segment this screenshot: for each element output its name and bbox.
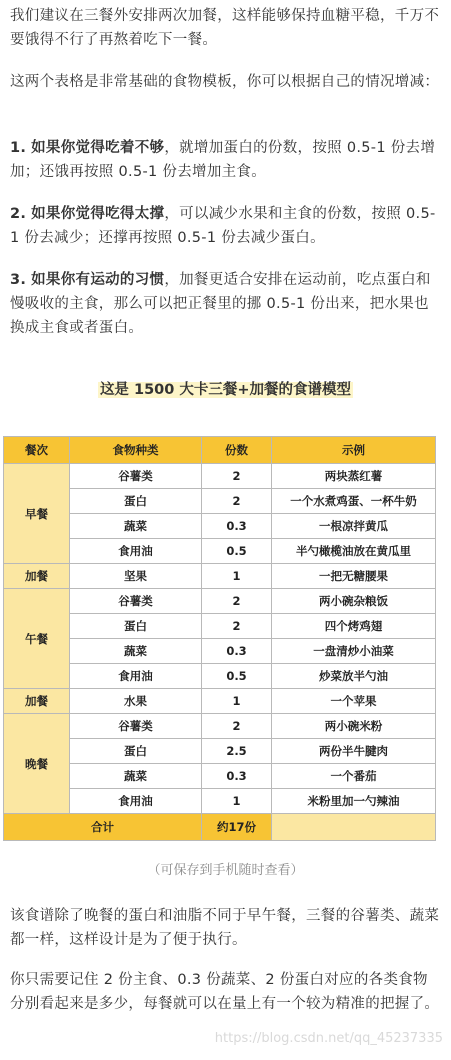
table-row [4,689,436,714]
cell-portion: 0.3 [202,639,272,664]
cell-food: 食用油 [70,789,202,814]
meal-lunch: 午餐 [4,589,70,689]
cell-example: 两份半牛腱肉 [272,739,436,764]
cell-food: 蛋白 [70,739,202,764]
meal-dinner: 晚餐 [4,714,70,814]
cell-food: 水果 [70,689,202,714]
cell-example: 四个烤鸡翅 [272,614,436,639]
table-total-row [4,814,436,841]
cell-food: 蛋白 [70,489,202,514]
cell-example: 炒菜放半勺油 [272,664,436,689]
cell-example: 两小碗米粉 [272,714,436,739]
cell-food: 谷薯类 [70,464,202,489]
cell-portion: 2 [202,489,272,514]
header-portion: 份数 [202,437,272,464]
tip-3-number: 3. [10,272,27,288]
tip-2-text: ，可以减少水果和主食的份数，按照 0.5-1 份去减少；还撑再按照 0.5-1 份去减少蛋白。 [10,206,436,246]
meal-plan-table [3,436,436,841]
cell-food: 蔬菜 [70,514,202,539]
cell-example: 一个水煮鸡蛋、一杯牛奶 [272,489,436,514]
tip-3-highlight: 如果你有运动的习惯 [31,272,165,288]
cell-food: 谷薯类 [70,714,202,739]
table-row [4,464,436,489]
table-title-text: 这是 1500 大卡三餐+加餐的食谱模型 [99,382,352,398]
cell-example: 一盘清炒小油菜 [272,639,436,664]
cell-portion: 1 [202,689,272,714]
cell-portion: 1 [202,789,272,814]
tip-2-highlight: 如果你觉得吃得太撑 [31,206,165,222]
tip-1-text: ，就增加蛋白的份数，按照 0.5-1 份去增加；还饿再按照 0.5-1 份去增加主食。 [10,140,436,180]
table-title [0,378,451,402]
table-caption: （可保存到手机随时查看） [147,863,304,878]
meal-breakfast: 早餐 [4,464,70,564]
table-header-row [4,437,436,464]
total-label: 合计 [4,814,202,841]
tip-1 [10,136,440,184]
total-value: 约17份 [202,814,272,841]
cell-example: 半勺橄榄油放在黄瓜里 [272,539,436,564]
cell-portion: 2 [202,714,272,739]
cell-portion: 0.5 [202,539,272,564]
cell-food: 蛋白 [70,614,202,639]
cell-portion: 0.3 [202,514,272,539]
tip-3 [10,268,440,340]
header-example: 示例 [272,437,436,464]
cell-portion: 0.3 [202,764,272,789]
outro-paragraph-2: 你只需要记住 2 份主食、0.3 份蔬菜、2 份蛋白对应的各类食物分别看起来是多少，每餐就可以在量上有一个较为精准的把握了。 [10,972,440,1012]
header-food-type: 食物种类 [70,437,202,464]
cell-portion: 2 [202,614,272,639]
watermark: https://blog.csdn.net/qq_45237335 [214,1031,443,1046]
cell-example: 两小碗杂粮饭 [272,589,436,614]
cell-food: 食用油 [70,539,202,564]
table-row [4,564,436,589]
meal-snack-2: 加餐 [4,689,70,714]
tip-1-number: 1. [10,140,27,156]
cell-food: 蔬菜 [70,764,202,789]
tip-3-text: ，加餐更适合安排在运动前，吃点蛋白和慢吸收的主食，那么可以把正餐里的挪 0.5-1 份出来，把水果也换成主食或者蛋白。 [10,272,431,336]
intro-paragraph-1: 我们建议在三餐外安排两次加餐，这样能够保持血糖平稳，千万不要饿得不行了再熬着吃下一餐。 [10,8,440,48]
meal-snack-1: 加餐 [4,564,70,589]
cell-food: 谷薯类 [70,589,202,614]
cell-portion: 2 [202,464,272,489]
cell-food: 蔬菜 [70,639,202,664]
cell-food: 坚果 [70,564,202,589]
outro-paragraph-1: 该食谱除了晚餐的蛋白和油脂不同于早午餐，三餐的谷薯类、蔬菜都一样，这样设计是为了便于执行。 [10,908,440,948]
intro-paragraph-2: 这两个表格是非常基础的食物模板，你可以根据自己的情况增减： [10,74,440,90]
cell-portion: 2 [202,589,272,614]
cell-portion: 2.5 [202,739,272,764]
tip-2 [10,202,440,250]
cell-portion: 1 [202,564,272,589]
table-row [4,714,436,739]
cell-example: 一个番茄 [272,764,436,789]
tip-2-number: 2. [10,206,27,222]
cell-food: 食用油 [70,664,202,689]
cell-example: 一根凉拌黄瓜 [272,514,436,539]
tip-1-highlight: 如果你觉得吃着不够 [31,140,165,156]
total-blank-cell [272,814,436,841]
header-meal: 餐次 [4,437,70,464]
cell-example: 两块蒸红薯 [272,464,436,489]
table-row [4,589,436,614]
cell-example: 米粉里加一勺辣油 [272,789,436,814]
cell-portion: 0.5 [202,664,272,689]
cell-example: 一把无糖腰果 [272,564,436,589]
cell-example: 一个苹果 [272,689,436,714]
